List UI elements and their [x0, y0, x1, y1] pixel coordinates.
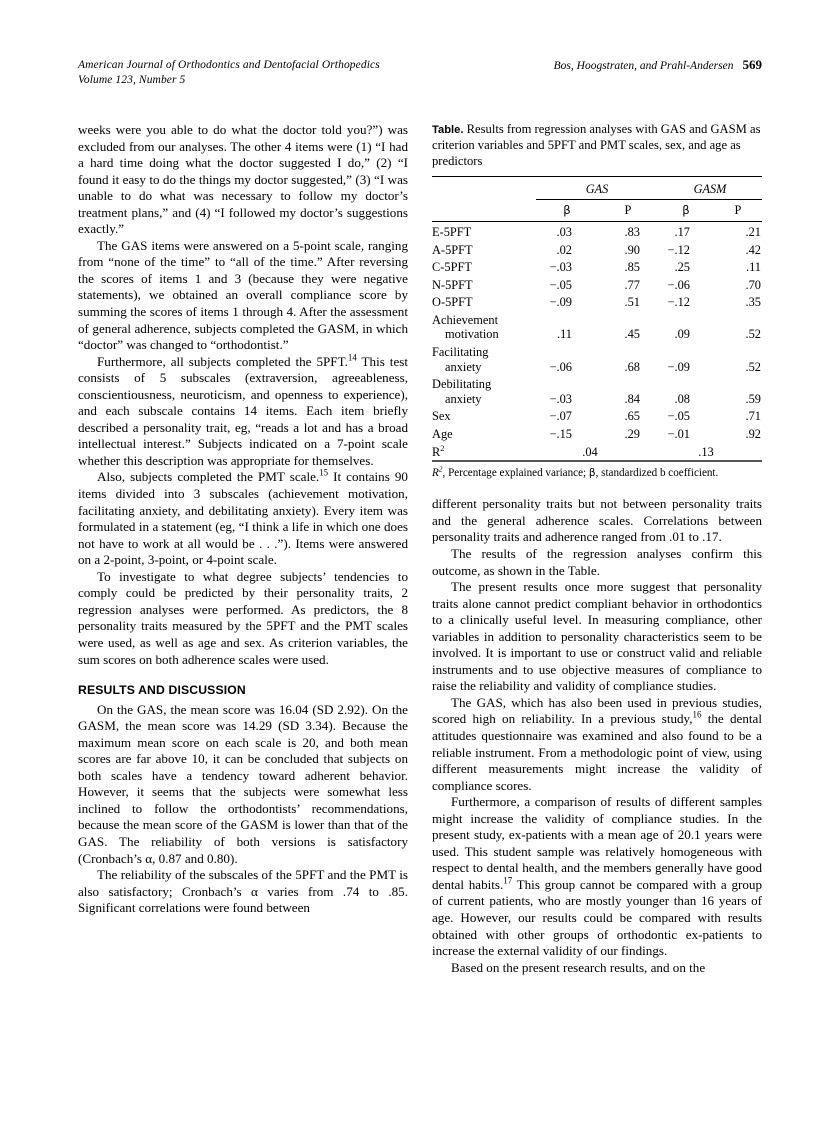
- row-label: Debilitating: [432, 377, 492, 392]
- table-footnote: [432, 462, 762, 481]
- reference-marker: 14: [347, 352, 357, 363]
- paragraph: The present results once more suggest that personality traits alone cannot predict compliant behavior in orthodontics to a clinically useful level. In measuring compliance, other variables in addition to personality characteristics seem to be involved. It is important to use or construct valid and reliable instruments and to use objective measures of compliance to raise the reliability and validity of compliance studies.: [432, 579, 762, 694]
- row-label-cell: [432, 407, 536, 425]
- paragraph-text: Also, subjects completed the PMT scale.: [97, 469, 320, 485]
- reference-marker: 15: [319, 468, 329, 479]
- cell-gasm-p: .21: [745, 224, 761, 239]
- cell-gas-p: .85: [624, 260, 640, 275]
- paragraph-text: This group cannot be compared with a group of current patients, who are mostly younger than 16 years of age. However, our results could be compared with results obtained with other groups of orthodontic ex-patients to increase the external validity of our findings.: [432, 876, 762, 959]
- table-row: [432, 293, 762, 311]
- row-label-cell: [432, 442, 536, 461]
- table-row-r2: [432, 442, 762, 461]
- row-label: O-5PFT: [432, 295, 473, 310]
- table-body: [432, 222, 762, 461]
- right-column-text: [432, 496, 762, 976]
- row-label-cell: [432, 275, 536, 293]
- cell-gasm-p: .35: [745, 295, 761, 310]
- row-label-continued: motivation: [445, 327, 499, 342]
- reference-marker: 16: [692, 710, 702, 721]
- table-head: [432, 177, 762, 222]
- cell-gas-beta: .11: [556, 327, 572, 342]
- paragraph-text: Furthermore, all subjects completed the 5PFT.: [97, 353, 348, 369]
- cell-gasm-beta: .08: [674, 391, 690, 406]
- cell-gas-p: .68: [624, 359, 640, 374]
- table-caption-text: Results from regression analyses with GAS and GASM as criterion variables and 5PFT and PMT scales, sex, and age as predictors: [432, 122, 761, 168]
- footnote-text-1: , Percentage explained variance;: [442, 466, 589, 479]
- row-label-continued: anxiety: [445, 391, 482, 406]
- table-row: [432, 343, 762, 375]
- cell-gasm-beta: −.12: [667, 295, 690, 310]
- regression-results-table: [432, 176, 762, 462]
- cell-gas-beta: −.06: [549, 359, 572, 374]
- cell-gasm-p: .52: [745, 359, 761, 374]
- paragraph-text: Furthermore, a comparison of results of different samples might increase the validity of compliance studies. In the present study, ex-patients with a mean age of 20.1 years were used. This student sample was relatively homogeneous with respect to dental health, and the members generally have good dental habits.: [432, 794, 762, 892]
- table-label: Table.: [432, 124, 464, 136]
- cell-gasm-beta: −.05: [667, 409, 690, 424]
- cell-gas-beta: .03: [556, 224, 572, 239]
- r2-superscript: 2: [440, 442, 445, 453]
- row-label-cell: [432, 343, 536, 375]
- paragraph: [78, 354, 408, 470]
- cell-gas-p: .45: [624, 327, 640, 342]
- cell-gasm-beta: −.06: [667, 277, 690, 292]
- table-row: [432, 222, 762, 240]
- authors-page-block: [554, 58, 762, 74]
- paragraph-text: This test consists of 5 subscales (extraversion, agreeableness, conscientiousness, neuroticism, and openness to experience), and each subscale contains 14 items. Each item briefly described a personality trait, eg, “reads a lot and has a broad intellectual interest.” Subjects indicated on a 7-point scale whether this description was appropriate for themselves.: [78, 353, 408, 468]
- row-label-cell: [432, 293, 536, 311]
- section-heading: RESULTS AND DISCUSSION: [78, 683, 246, 698]
- table-group-header-row: [432, 177, 762, 200]
- row-label-cell: [432, 258, 536, 276]
- right-column: [432, 122, 762, 976]
- table-row: [432, 258, 762, 276]
- row-label: E-5PFT: [432, 224, 472, 239]
- row-label: C-5PFT: [432, 260, 472, 275]
- footnote-r2: R: [432, 466, 439, 479]
- subheader-gas-p: P: [624, 202, 632, 217]
- page-number: 569: [742, 57, 762, 72]
- table-caption: [432, 122, 762, 169]
- paragraph: weeks were you able to do what the doctor told you?”) was excluded from our analyses. The other 4 items were (1) “I had a hard time doing what the doctor suggested I do,” (2) “I found it easy to do the things my doctor suggested,” (3) “I was unable to do what was necessary to follow my doctor’s treatment plans,” and (4) “I followed my doctor’s suggestions exactly.”: [78, 122, 408, 237]
- cell-gas-p: .83: [624, 224, 640, 239]
- cell-gas-p: .51: [624, 295, 640, 310]
- cell-gas-p: .65: [624, 409, 640, 424]
- table-subheader-row: [432, 199, 762, 222]
- table-row: [432, 240, 762, 258]
- cell-gas-p: .90: [624, 242, 640, 257]
- left-column: [78, 122, 408, 917]
- paragraph: [432, 695, 762, 794]
- cell-gasm-beta: .17: [674, 224, 690, 239]
- cell-gas-p: .29: [624, 427, 640, 442]
- footnote-beta: β: [588, 466, 596, 479]
- table-row: [432, 310, 762, 342]
- subheader-gas-beta: β: [563, 202, 571, 217]
- cell-gasm-p: .59: [745, 391, 761, 406]
- table-row: [432, 275, 762, 293]
- cell-gas-beta: −.07: [549, 409, 572, 424]
- results-table: [432, 122, 762, 480]
- paragraph: The reliability of the subscales of the 5PFT and the PMT is also satisfactory; Cronbach’s α varies from .74 to .85. Significant correlations were found between: [78, 867, 408, 916]
- paragraph: [78, 469, 408, 568]
- cell-r2-gasm: .13: [698, 444, 714, 459]
- row-label: Age: [432, 427, 453, 442]
- cell-gas-beta: −.03: [549, 391, 572, 406]
- cell-gasm-p: .70: [745, 277, 761, 292]
- cell-gas-p: .77: [624, 277, 640, 292]
- cell-gas-beta: −.03: [549, 260, 572, 275]
- cell-gas-beta: −.09: [549, 295, 572, 310]
- cell-gasm-beta: −.12: [667, 242, 690, 257]
- author-names: Bos, Hoogstraten, and Prahl-Andersen: [553, 60, 734, 72]
- paragraph: The results of the regression analyses confirm this outcome, as shown in the Table.: [432, 545, 762, 578]
- row-label: $R^2$: [432, 442, 445, 459]
- running-head: [78, 58, 762, 87]
- row-label-cell: [432, 375, 536, 407]
- row-label-continued: anxiety: [445, 359, 482, 374]
- cell-gas-beta: −.05: [549, 277, 572, 292]
- subheader-gasm-p: P: [734, 202, 742, 217]
- row-label-cell: [432, 240, 536, 258]
- corner-cell: [432, 177, 536, 200]
- reference-marker: 17: [503, 875, 513, 886]
- paragraph: Based on the present research results, and on the: [451, 959, 706, 975]
- cell-gasm-p: .11: [745, 260, 761, 275]
- paragraph-text: the dental attitudes questionnaire was examined and also found to be a reliable instrument. From a methodologic point of view, using different measurements might increase the validity of compliance scores.: [432, 711, 762, 793]
- journal-volume-issue: Volume 123, Number 5: [78, 73, 186, 86]
- journal-title-block: [78, 58, 380, 87]
- cell-gas-p: .84: [624, 391, 640, 406]
- group-header-gasm: GASM: [658, 177, 762, 200]
- row-label-cell: [432, 425, 536, 443]
- cell-gas-beta: −.15: [549, 427, 572, 442]
- cell-gasm-beta: −.09: [667, 359, 690, 374]
- cell-gasm-beta: .25: [674, 260, 690, 275]
- table-row: [432, 375, 762, 407]
- paragraph: The GAS items were answered on a 5-point scale, ranging from “none of the time” to “all of the time.” After reversing the scores of items 1 and 3 (because they were negative statements), we obtained an overall compliance score by summing the scores of items 1 through 4. After the assessment of general adherence, subjects completed the GASM, in which “doctor” was changed to “orthodontist.”: [78, 237, 408, 353]
- paragraph: On the GAS, the mean score was 16.04 (SD 2.92). On the GASM, the mean score was 14.29 (SD 3.34). Because the maximum mean score on each scale is 20, and both mean scores are far above 10, it can be concluded that subjects on both scales have a tendency toward adherent behavior. However, it seems that the subjects were somewhat less inclined to follow the orthodontists’ recommendations, because the mean score of the GASM is lower than that of the GAS. The reliability of both versions is satisfactory (Cronbach’s α, 0.87 and 0.80).: [78, 701, 408, 866]
- row-label-cell: [432, 222, 536, 240]
- cell-gasm-p: .92: [745, 427, 761, 442]
- journal-name: American Journal of Orthodontics and Dentofacial Orthopedics: [78, 59, 380, 71]
- table-row: [432, 425, 762, 443]
- footnote-r2-sup: 2: [438, 464, 443, 474]
- cell-gasm-p: .42: [745, 242, 761, 257]
- cell-gasm-beta: −.01: [667, 427, 690, 442]
- cell-gasm-beta: .09: [674, 327, 690, 342]
- paragraph: different personality traits but not between personality traits and the general adherence scales. Correlations between personality traits and adherence ranged from .01 to .17.: [432, 496, 762, 545]
- cell-gasm-p: .71: [745, 409, 761, 424]
- table-row: [432, 407, 762, 425]
- row-label: N-5PFT: [432, 277, 473, 292]
- subheader-gasm-beta: β: [682, 202, 690, 217]
- cell-gas-beta: .02: [556, 242, 572, 257]
- paragraph-text: It contains 90 items divided into 3 subscales (achievement motivation, facilitating anxiety, and debilitating anxiety). Every item was formulated in a statement (eg, “I think a life in which one does not have to work at all would be . . .”). Items were answered on a 2-point, 3-point, or 4-point scale.: [78, 469, 408, 568]
- footnote-text-2: , standardized b coefficient.: [595, 466, 719, 479]
- cell-gasm-p: .52: [745, 327, 761, 342]
- row-label-cell: [432, 310, 536, 342]
- row-label: A-5PFT: [432, 242, 473, 257]
- cell-r2-gas: .04: [582, 444, 598, 459]
- paragraph: To investigate to what degree subjects’ tendencies to comply could be predicted by their personality traits, 2 regression analyses were performed. As predictors, the 8 personality traits measured by the 5PFT and the PMT scales were used, as well as age and sex. As criterion variables, the sum scores on both adherence scales were used.: [78, 568, 408, 667]
- corner-cell-2: [432, 199, 536, 222]
- row-label: Sex: [432, 409, 451, 424]
- group-header-gas: GAS: [536, 177, 658, 200]
- row-label: Facilitating: [432, 345, 489, 360]
- row-label: Achievement: [432, 312, 499, 327]
- paragraph: [432, 794, 762, 959]
- paragraph-text: The GAS, which has also been used in previous studies, scored high on reliability. In a previous study,: [432, 694, 762, 727]
